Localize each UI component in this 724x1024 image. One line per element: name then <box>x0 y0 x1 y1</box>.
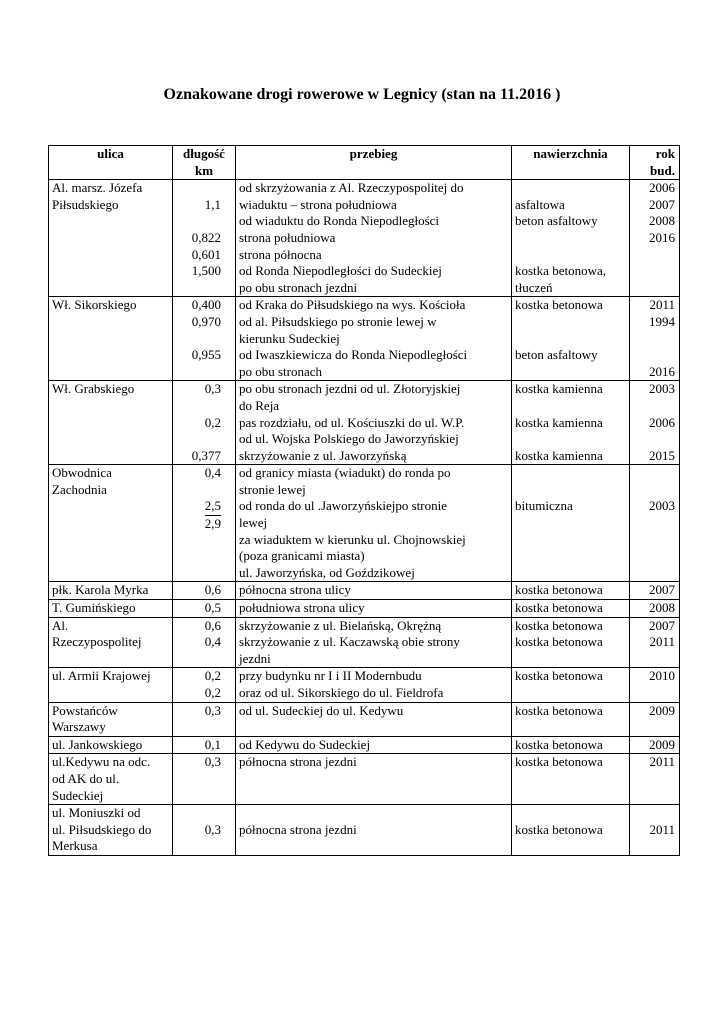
cell-street <box>49 297 173 381</box>
surface-line: kostka kamienna <box>515 414 603 430</box>
cell-length <box>173 381 236 465</box>
year-line: 2010 <box>649 668 675 684</box>
year-line: 2007 <box>649 617 675 633</box>
cell-street <box>49 702 173 736</box>
length-line: 1,500 <box>191 263 221 279</box>
surface-line: kostka betonowa <box>515 617 603 633</box>
length-line <box>176 364 221 381</box>
surface-line: kostka betonowa <box>515 600 603 616</box>
route-line: przy budynku nr I i II Modernbudu <box>239 668 422 684</box>
cell-surface <box>512 668 630 702</box>
route-line: ul. Jaworzyńska, od Goździkowej <box>239 564 415 580</box>
street-line: Al. <box>52 617 69 633</box>
route-line: za wiaduktem w kierunku ul. Chojnowskiej <box>239 531 466 547</box>
cell-route <box>236 381 512 465</box>
cell-surface <box>512 582 630 600</box>
year-line: 2011 <box>649 754 675 770</box>
street-line: Piłsudskiego <box>52 196 119 212</box>
route-line: skrzyżowanie z ul. Kaczawską obie strony <box>239 634 460 650</box>
cell-surface <box>512 702 630 736</box>
cell-route <box>236 668 512 702</box>
year-line: 2007 <box>649 582 675 598</box>
cell-street <box>49 381 173 465</box>
cell-street <box>49 668 173 702</box>
surface-line <box>515 331 626 348</box>
street-line: od AK do ul. <box>52 770 120 786</box>
length-line: 0,822 <box>191 229 221 245</box>
route-line: od ul. Wojska Polskiego do Jaworzyńskiej <box>239 431 459 447</box>
surface-line <box>515 180 626 197</box>
route-line: północna strona jezdni <box>239 821 357 837</box>
cell-length <box>173 180 236 297</box>
year-line <box>633 263 675 280</box>
cell-route <box>236 754 512 805</box>
year-line: 1994 <box>649 313 675 329</box>
year-line <box>633 465 675 482</box>
route-line: od granicy miasta (wiadukt) do ronda po <box>239 465 451 481</box>
length-line: 0,1 <box>204 736 221 752</box>
cell-year <box>630 617 680 668</box>
cell-length <box>173 702 236 736</box>
cell-length <box>173 465 236 582</box>
route-line: pas rozdziału, od ul. Kościuszki do ul. W.P. <box>239 414 465 430</box>
surface-line <box>515 465 626 482</box>
cell-street <box>49 805 173 856</box>
route-line: do Reja <box>239 397 280 413</box>
length-line: 0,6 <box>204 582 221 598</box>
surface-line: kostka kamienna <box>515 381 603 397</box>
cell-surface <box>512 805 630 856</box>
route-line: skrzyżowanie z ul. Jaworzyńską <box>239 447 407 463</box>
year-line <box>633 482 675 499</box>
table-row <box>49 617 680 668</box>
cell-route <box>236 736 512 754</box>
cell-route <box>236 600 512 618</box>
route-line: lewej <box>239 515 268 531</box>
year-line: 2007 <box>649 196 675 212</box>
cell-route <box>236 180 512 297</box>
surface-line <box>515 364 626 381</box>
cell-street <box>49 465 173 582</box>
length-line: 0,6 <box>204 617 221 633</box>
length-line: 0,2 <box>204 685 221 700</box>
route-line: od ul. Sudeckiej do ul. Kedywu <box>239 702 404 718</box>
street-line: Warszawy <box>52 719 106 735</box>
surface-line: kostka betonowa, <box>515 263 606 279</box>
route-line: wiaduktu – strona południowa <box>239 196 397 212</box>
surface-line: bitumiczna <box>515 498 573 514</box>
street-line: ul.Kedywu na odc. <box>52 754 151 770</box>
route-line: południowa strona ulicy <box>239 600 365 616</box>
length-line <box>176 482 221 499</box>
route-line: strona południowa <box>239 229 336 245</box>
surface-line: kostka betonowa <box>515 702 603 718</box>
cell-street <box>49 754 173 805</box>
surface-line <box>515 431 626 448</box>
length-line <box>176 180 221 197</box>
year-line: 2008 <box>649 600 675 616</box>
table-row <box>49 180 680 297</box>
route-line: od wiaduktu do Ronda Niepodległości <box>239 213 440 229</box>
length-line <box>176 805 221 822</box>
year-line: 2008 <box>649 213 675 229</box>
length-line: 2,5 <box>204 498 221 514</box>
year-line <box>633 398 675 415</box>
street-line: ul. Armii Krajowej <box>52 668 151 684</box>
street-line: Sudeckiej <box>52 787 104 803</box>
cell-route <box>236 297 512 381</box>
route-line: stronie lewej <box>239 481 306 497</box>
cell-year <box>630 668 680 702</box>
cell-route <box>236 805 512 856</box>
cell-surface <box>512 736 630 754</box>
street-line: ul. Piłsudskiego do <box>52 821 152 837</box>
document-title: Oznakowane drogi rowerowe w Legnicy (stan na 11.2016 ) <box>163 86 561 103</box>
year-line: 2006 <box>649 414 675 430</box>
cell-length <box>173 600 236 618</box>
surface-line: tłuczeń <box>515 279 553 295</box>
street-line: Merkusa <box>52 838 98 854</box>
length-line: 0,3 <box>204 702 221 718</box>
street-line: Obwodnica <box>52 465 112 481</box>
cell-year <box>630 465 680 582</box>
table-row <box>49 736 680 754</box>
cell-length <box>173 805 236 856</box>
cell-year <box>630 805 680 856</box>
length-line: 0,4 <box>204 465 221 481</box>
length-line: 0,970 <box>191 313 221 329</box>
year-line: 2009 <box>649 736 675 752</box>
surface-line: kostka betonowa <box>515 634 603 650</box>
cell-route <box>236 465 512 582</box>
length-line: 0,3 <box>204 754 221 770</box>
cell-street <box>49 600 173 618</box>
length-total: 2,9 <box>204 516 221 532</box>
street-line: płk. Karola Myrka <box>52 582 149 598</box>
route-line: od Ronda Niepodległości do Sudeckiej <box>239 263 442 279</box>
cell-year <box>630 702 680 736</box>
length-line <box>176 331 221 348</box>
cell-surface <box>512 465 630 582</box>
street-line: ul. Jankowskiego <box>52 736 143 752</box>
header-dlugosc: długość km <box>173 146 236 180</box>
year-line: 2003 <box>649 381 675 397</box>
route-line: po obu stronach <box>239 363 323 379</box>
header-przebieg: przebieg <box>236 146 512 180</box>
surface-line <box>515 482 626 499</box>
route-line: od Iwaszkiewicza do Ronda Niepodległości <box>239 347 468 363</box>
header-nawierzchnia: nawierzchnia <box>512 146 630 180</box>
year-line <box>633 347 675 364</box>
cell-street <box>49 180 173 297</box>
surface-line: kostka betonowa <box>515 297 603 313</box>
table-row <box>49 582 680 600</box>
street-line: Wł. Grabskiego <box>52 381 135 397</box>
street-line: T. Gumińskiego <box>52 600 136 616</box>
route-line: (poza granicami miasta) <box>239 548 365 564</box>
cell-length <box>173 617 236 668</box>
route-line: kierunku Sudeckiej <box>239 330 340 346</box>
cell-year <box>630 754 680 805</box>
length-line: 0,601 <box>191 246 221 262</box>
surface-line <box>515 230 626 247</box>
surface-line <box>515 247 626 264</box>
cell-route <box>236 582 512 600</box>
table-row <box>49 754 680 805</box>
cell-year <box>630 297 680 381</box>
street-line: Al. marsz. Józefa <box>52 180 143 196</box>
route-line: od skrzyżowania z Al. Rzeczypospolitej do <box>239 180 464 196</box>
length-line: 0,2 <box>204 668 221 684</box>
length-line: 0,377 <box>191 447 221 463</box>
year-line <box>633 247 675 264</box>
surface-line: kostka betonowa <box>515 582 603 598</box>
cell-year <box>630 180 680 297</box>
street-line: ul. Moniuszki od <box>52 805 141 821</box>
cell-year <box>630 600 680 618</box>
street-line: Powstańców <box>52 702 118 718</box>
cell-route <box>236 702 512 736</box>
length-line <box>176 213 221 230</box>
year-line: 2011 <box>649 297 675 313</box>
cell-surface <box>512 754 630 805</box>
street-line: Wł. Sikorskiego <box>52 297 137 313</box>
cell-surface <box>512 381 630 465</box>
table-row <box>49 600 680 618</box>
cell-length <box>173 582 236 600</box>
year-line: 2016 <box>649 363 675 379</box>
cell-length <box>173 297 236 381</box>
table-row <box>49 465 680 582</box>
surface-line: kostka betonowa <box>515 668 603 684</box>
surface-line <box>515 805 626 822</box>
cell-length <box>173 668 236 702</box>
cell-surface <box>512 180 630 297</box>
route-line: od Kedywu do Sudeckiej <box>239 736 371 752</box>
cell-street <box>49 736 173 754</box>
surface-line <box>515 398 626 415</box>
table-row <box>49 702 680 736</box>
cell-year <box>630 381 680 465</box>
route-line: oraz od ul. Sikorskiego do ul. Fieldrofa <box>239 685 444 700</box>
route-line: od Kraka do Piłsudskiego na wys. Kościoła <box>239 297 466 313</box>
year-line: 2016 <box>649 229 675 245</box>
table-header-row <box>49 146 680 180</box>
route-line: jezdni <box>239 650 271 666</box>
table-row <box>49 805 680 856</box>
cell-length <box>173 736 236 754</box>
route-line: północna strona ulicy <box>239 582 351 598</box>
length-line <box>176 431 221 448</box>
length-line: 0,400 <box>191 297 221 313</box>
bike-roads-table <box>48 145 680 856</box>
cell-street <box>49 582 173 600</box>
length-line: 0,5 <box>204 600 221 616</box>
route-line: strona północna <box>239 246 322 262</box>
route-line: od ronda do ul .Jaworzyńskiejpo stronie <box>239 498 447 514</box>
street-line: Rzeczypospolitej <box>52 634 142 650</box>
length-line <box>176 398 221 415</box>
year-line: 2006 <box>649 180 675 196</box>
year-line: 2011 <box>649 821 675 837</box>
cell-year <box>630 736 680 754</box>
year-line: 2015 <box>649 447 675 463</box>
table-row <box>49 668 680 702</box>
table-row <box>49 297 680 381</box>
cell-surface <box>512 297 630 381</box>
surface-line: kostka betonowa <box>515 754 603 770</box>
route-line <box>239 805 508 822</box>
route-line: od al. Piłsudskiego po stronie lewej w <box>239 313 437 329</box>
year-line <box>633 280 675 297</box>
header-ulica: ulica <box>49 146 173 180</box>
surface-line: beton asfaltowy <box>515 347 598 363</box>
surface-line: asfaltowa <box>515 196 565 212</box>
cell-street <box>49 617 173 668</box>
year-line <box>633 431 675 448</box>
surface-line: beton asfaltowy <box>515 213 598 229</box>
surface-line: kostka betonowa <box>515 736 603 752</box>
cell-surface <box>512 600 630 618</box>
year-line: 2003 <box>649 498 675 514</box>
length-line: 0,3 <box>204 821 221 837</box>
cell-surface <box>512 617 630 668</box>
year-line: 2009 <box>649 702 675 718</box>
length-line: 0,3 <box>204 381 221 397</box>
route-line: po obu stronach jezdni <box>239 279 358 295</box>
route-line: po obu stronach jezdni od ul. Złotoryjskiej <box>239 381 461 397</box>
length-line <box>176 280 221 297</box>
cell-route <box>236 617 512 668</box>
length-line: 0,4 <box>204 634 221 650</box>
year-line: 2011 <box>649 634 675 650</box>
cell-length <box>173 754 236 805</box>
year-line <box>633 805 675 822</box>
surface-line <box>515 314 626 331</box>
header-rok: rok bud. <box>630 146 680 180</box>
length-line: 0,2 <box>204 414 221 430</box>
surface-line: kostka kamienna <box>515 447 603 463</box>
cell-year <box>630 582 680 600</box>
length-line: 0,955 <box>191 347 221 363</box>
street-line: Zachodnia <box>52 481 107 497</box>
table-row <box>49 381 680 465</box>
route-line: skrzyżowanie z ul. Bielańską, Okrężną <box>239 617 442 633</box>
route-line: północna strona jezdni <box>239 754 357 770</box>
length-line: 1,1 <box>204 196 221 212</box>
year-line <box>633 331 675 348</box>
surface-line: kostka betonowa <box>515 821 603 837</box>
